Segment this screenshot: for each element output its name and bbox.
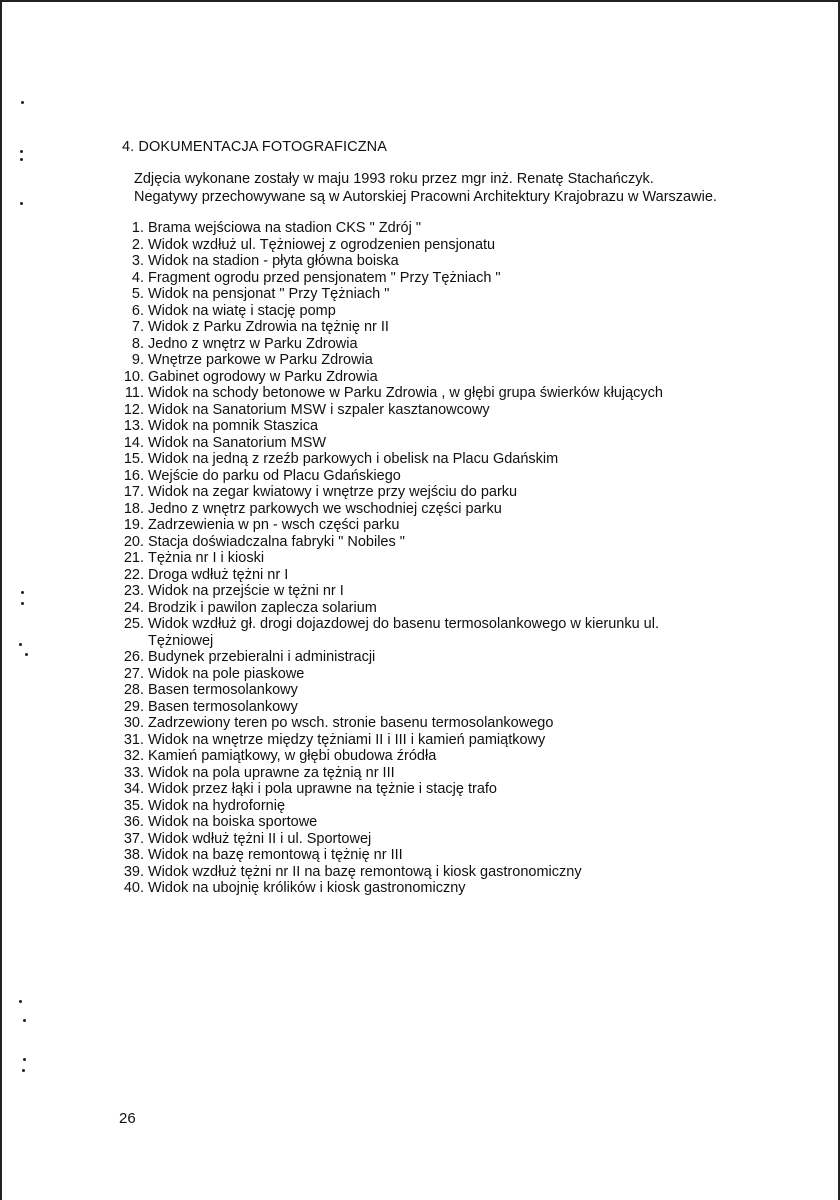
section-heading: 4. DOKUMENTACJA FOTOGRAFICZNA [122, 139, 387, 155]
photo-item-number: 25. [123, 616, 144, 632]
photo-item-caption: Widok wdłuż tężni II i ul. Sportowej [148, 830, 372, 847]
photo-item-caption: Tężnia nr I i kioski [148, 550, 265, 566]
photo-item-caption: Widok na bazę remontową i tężnię nr III [148, 847, 403, 863]
photo-item-caption: Zadrzewienia w pn - wsch części parku [148, 517, 400, 533]
scan-speck [19, 1000, 22, 1003]
photo-list-item [114, 451, 734, 468]
intro-paragraph [134, 170, 717, 206]
photo-list-item [114, 649, 734, 666]
photo-item-caption: Widok wzdłuż ul. Tężniowej z ogrodzenien pensjonatu [148, 236, 496, 253]
photo-list-item [114, 270, 734, 287]
photo-item-caption: Widok na hydrofornię [148, 797, 286, 814]
scan-speck [20, 202, 23, 205]
scan-speck [19, 643, 22, 646]
photo-item-number: 30. [123, 715, 144, 731]
photo-list-item [114, 435, 734, 452]
scan-speck [21, 591, 24, 594]
photo-item-number: 1. [131, 220, 144, 236]
photo-item-number: 15. [123, 451, 144, 467]
photo-item-number: 9. [131, 352, 144, 368]
intro-line-photos-taken: Zdjęcia wykonane zostały w maju 1993 roku przez mgr inż. Renatę Stachańczyk. [134, 171, 654, 187]
photo-list [114, 220, 734, 897]
photo-list-item [114, 501, 734, 518]
photo-item-number: 37. [123, 830, 144, 847]
photo-list-item [114, 567, 734, 584]
photo-item-caption: Kamień pamiątkowy, w głębi obudowa źródła [148, 748, 437, 764]
photo-list-item [114, 798, 734, 815]
photo-item-caption: Zadrzewiony teren po wsch. stronie basenu termosolankowego [148, 715, 554, 731]
photo-item-caption: Widok na ubojnię królików i kiosk gastronomiczny [148, 880, 466, 896]
photo-item-number: 6. [131, 302, 144, 319]
photo-item-number: 10. [123, 368, 144, 385]
photo-item-caption: Jedno z wnętrz parkowych we wschodniej części parku [148, 500, 502, 517]
photo-item-caption: Widok na stadion - płyta główna boiska [148, 253, 399, 269]
photo-item-caption: Basen termosolankowy [148, 698, 298, 715]
photo-item-caption: Widok na wiatę i stację pomp [148, 302, 336, 319]
photo-item-number: 16. [123, 467, 144, 484]
photo-item-caption: Widok na wnętrze między tężniami II i III i kamień pamiątkowy [148, 731, 546, 748]
photo-list-item [114, 699, 734, 716]
photo-item-caption: Widok na pole piaskowe [148, 665, 305, 682]
photo-list-item [114, 666, 734, 683]
photo-item-number: 27. [123, 665, 144, 682]
photo-item-number: 26. [123, 649, 144, 665]
photo-list-item [114, 253, 734, 270]
photo-item-number: 7. [131, 319, 144, 335]
photo-item-number: 34. [123, 781, 144, 797]
photo-list-item [114, 550, 734, 567]
photo-item-number: 36. [123, 814, 144, 830]
photo-item-number: 4. [131, 269, 144, 286]
photo-item-caption: Brodzik i pawilon zaplecza solarium [148, 599, 377, 616]
photo-item-number: 40. [123, 880, 144, 896]
photo-list-item [114, 385, 734, 402]
photo-item-number: 21. [123, 550, 144, 566]
photo-item-caption: Budynek przebieralni i administracji [148, 649, 376, 665]
photo-item-number: 35. [123, 797, 144, 814]
photo-item-caption: Widok z Parku Zdrowia na tężnię nr II [148, 319, 389, 335]
photo-list-item [114, 286, 734, 303]
photo-item-caption: Gabinet ogrodowy w Parku Zdrowia [148, 368, 378, 385]
photo-item-caption: Widok na zegar kwiatowy i wnętrze przy wejściu do parku [148, 484, 518, 500]
photo-list-item [114, 220, 734, 237]
photo-item-caption: Fragment ogrodu przed pensjonatem " Przy Tężniach " [148, 269, 501, 286]
photo-item-number: 22. [123, 566, 144, 583]
photo-item-number: 29. [123, 698, 144, 715]
photo-list-item [114, 765, 734, 782]
photo-list-item [114, 748, 734, 765]
photo-item-caption: Brama wejściowa na stadion CKS " Zdrój " [148, 220, 422, 236]
photo-item-number: 33. [123, 764, 144, 781]
photo-item-caption: Widok wzdłuż gł. drogi dojazdowej do basenu termosolankowego w kierunku ul. Tężniowej [148, 616, 659, 649]
photo-item-caption: Widok wzdłuż tężni nr II na bazę remontową i kiosk gastronomiczny [148, 863, 582, 880]
photo-list-item [114, 402, 734, 419]
photo-item-caption: Wnętrze parkowe w Parku Zdrowia [148, 352, 373, 368]
photo-item-caption: Droga wdłuż tężni nr I [148, 566, 289, 583]
photo-item-number: 13. [123, 418, 144, 434]
photo-list-item [114, 418, 734, 435]
photo-list-item [114, 616, 734, 649]
photo-list-item [114, 814, 734, 831]
photo-list-item [114, 781, 734, 798]
photo-list-item [114, 319, 734, 336]
photo-list-item [114, 864, 734, 881]
photo-item-caption: Widok na pola uprawne za tężnią nr III [148, 764, 395, 781]
photo-list-item [114, 715, 734, 732]
photo-list-item [114, 880, 734, 897]
photo-item-number: 39. [123, 863, 144, 880]
photo-list-item [114, 583, 734, 600]
scan-speck [21, 602, 24, 605]
photo-list-item [114, 534, 734, 551]
scan-speck [25, 653, 28, 656]
photo-item-number: 5. [131, 286, 144, 302]
page-number: 26 [119, 1110, 136, 1127]
photo-item-number: 2. [131, 236, 144, 253]
photo-item-number: 11. [124, 385, 144, 401]
photo-item-number: 20. [123, 533, 144, 550]
photo-list-item [114, 847, 734, 864]
photo-item-number: 24. [123, 599, 144, 616]
photo-list-item [114, 468, 734, 485]
photo-list-item [114, 336, 734, 353]
photo-item-number: 17. [123, 484, 144, 500]
photo-list-item [114, 237, 734, 254]
scan-speck [21, 101, 24, 104]
photo-item-caption: Widok na Sanatorium MSW i szpaler kasztanowcowy [148, 401, 490, 418]
scan-speck [20, 150, 23, 153]
photo-item-caption: Wejście do parku od Placu Gdańskiego [148, 467, 401, 484]
photo-item-caption: Jedno z wnętrz w Parku Zdrowia [148, 335, 358, 352]
photo-list-item [114, 369, 734, 386]
photo-item-caption: Widok na boiska sportowe [148, 814, 318, 830]
photo-list-item [114, 352, 734, 369]
photo-item-number: 32. [123, 748, 144, 764]
photo-list-item [114, 732, 734, 749]
photo-item-number: 3. [131, 253, 144, 269]
photo-item-caption: Stacja doświadczalna fabryki " Nobiles " [148, 533, 405, 550]
photo-list-item [114, 831, 734, 848]
photo-item-caption: Widok na pensjonat " Przy Tężniach " [148, 286, 390, 302]
photo-item-caption: Widok na przejście w tężni nr I [148, 583, 344, 599]
scan-speck [23, 1058, 26, 1061]
photo-list-item [114, 484, 734, 501]
photo-item-number: 38. [123, 847, 144, 863]
photo-list-item [114, 303, 734, 320]
photo-item-number: 23. [123, 583, 144, 599]
photo-list-item [114, 600, 734, 617]
photo-item-number: 12. [123, 401, 144, 418]
photo-item-caption: Basen termosolankowy [148, 682, 298, 698]
photo-item-number: 14. [123, 434, 144, 451]
photo-item-number: 8. [131, 335, 144, 352]
scan-speck [20, 158, 23, 161]
photo-list-item [114, 682, 734, 699]
photo-item-number: 31. [123, 731, 144, 748]
photo-item-caption: Widok na pomnik Staszica [148, 418, 319, 434]
photo-list-item [114, 517, 734, 534]
photo-item-caption: Widok na jedną z rzeźb parkowych i obelisk na Placu Gdańskim [148, 451, 559, 467]
photo-item-caption: Widok na schody betonowe w Parku Zdrowia , w głębi grupa świerków kłujących [148, 385, 663, 401]
photo-item-number: 19. [123, 517, 144, 533]
photo-item-caption: Widok przez łąki i pola uprawne na tężnie i stację trafo [148, 781, 497, 797]
scan-speck [23, 1019, 26, 1022]
photo-item-caption: Widok na Sanatorium MSW [148, 434, 327, 451]
scan-speck [22, 1069, 25, 1072]
photo-item-number: 28. [123, 682, 144, 698]
intro-line-negatives-stored: Negatywy przechowywane są w Autorskiej Pracowni Architektury Krajobrazu w Warszawie. [134, 189, 717, 205]
photo-item-number: 18. [123, 500, 144, 517]
